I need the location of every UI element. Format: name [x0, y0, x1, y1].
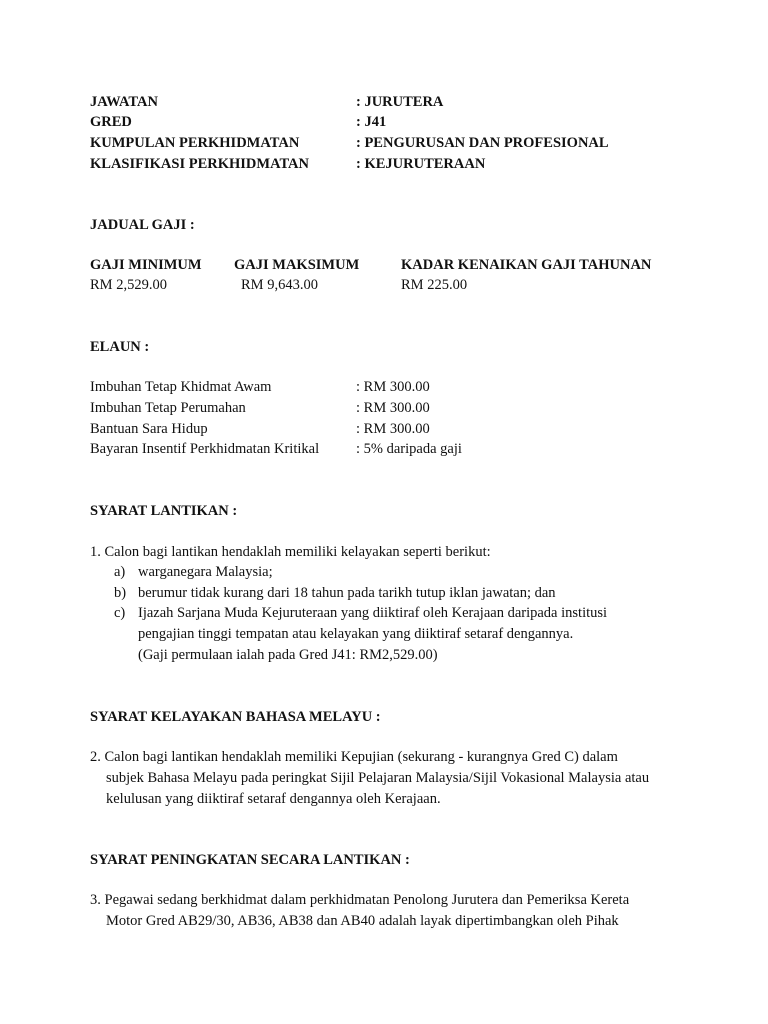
appointment-heading: SYARAT LANTIKAN :	[90, 503, 238, 519]
label-jawatan: JAWATAN	[90, 94, 158, 110]
language-line: 2. Calon bagi lantikan hendaklah memiliki Kepujian (sekurang - kurangnya Gred C) dalam	[90, 749, 618, 765]
list-item-note: (Gaji permulaan ialah pada Gred J41: RM2,529.00)	[138, 647, 438, 663]
list-marker: b)	[114, 585, 127, 601]
allowance-value: : RM 300.00	[356, 400, 430, 416]
appointment-intro: 1. Calon bagi lantikan hendaklah memiliki kelayakan seperti berikut:	[90, 544, 491, 560]
value-gred: : J41	[356, 114, 387, 130]
promotion-heading: SYARAT PENINGKATAN SECARA LANTIKAN :	[90, 852, 410, 868]
list-item-continuation: pengajian tinggi tempatan atau kelayakan yang diiktiraf setaraf dengannya.	[138, 626, 574, 642]
allowance-label: Bantuan Sara Hidup	[90, 421, 208, 437]
value-jawatan: : JURUTERA	[356, 94, 444, 110]
value-klasifikasi: : KEJURUTERAAN	[356, 156, 486, 172]
allowance-label: Imbuhan Tetap Khidmat Awam	[90, 379, 272, 395]
salary-increment-value: RM 225.00	[401, 277, 468, 293]
allowance-label: Bayaran Insentif Perkhidmatan Kritikal	[90, 441, 320, 457]
promotion-line: 3. Pegawai sedang berkhidmat dalam perkhidmatan Penolong Jurutera dan Pemeriksa Kereta	[90, 892, 630, 908]
salary-max-label: GAJI MAKSIMUM	[234, 257, 360, 273]
allowance-heading: ELAUN :	[90, 339, 150, 355]
language-heading: SYARAT KELAYAKAN BAHASA MELAYU :	[90, 709, 381, 725]
allowance-label: Imbuhan Tetap Perumahan	[90, 400, 246, 416]
salary-max-value: RM 9,643.00	[241, 277, 318, 293]
label-kumpulan: KUMPULAN PERKHIDMATAN	[90, 135, 300, 151]
list-marker: c)	[114, 605, 126, 621]
language-line: subjek Bahasa Melayu pada peringkat Sijil Pelajaran Malaysia/Sijil Vokasional Malaysia atau	[106, 770, 650, 786]
allowance-value: : 5% daripada gaji	[356, 441, 462, 457]
value-kumpulan: : PENGURUSAN DAN PROFESIONAL	[356, 135, 609, 151]
salary-heading: JADUAL GAJI :	[90, 217, 195, 233]
promotion-line: Motor Gred AB29/30, AB36, AB38 dan AB40 adalah layak dipertimbangkan oleh Pihak	[106, 913, 619, 929]
salary-increment-label: KADAR KENAIKAN GAJI TAHUNAN	[401, 257, 652, 273]
allowance-value: : RM 300.00	[356, 421, 430, 437]
list-item: Ijazah Sarjana Muda Kejuruteraan yang diiktiraf oleh Kerajaan daripada institusi	[138, 605, 608, 621]
salary-min-label: GAJI MINIMUM	[90, 257, 202, 273]
language-line: kelulusan yang diiktiraf setaraf dengannya oleh Kerajaan.	[106, 791, 441, 807]
list-item: berumur tidak kurang dari 18 tahun pada tarikh tutup iklan jawatan; dan	[138, 585, 556, 601]
salary-min-value: RM 2,529.00	[90, 277, 167, 293]
label-klasifikasi: KLASIFIKASI PERKHIDMATAN	[90, 156, 310, 172]
label-gred: GRED	[90, 114, 132, 130]
list-marker: a)	[114, 564, 126, 580]
list-item: warganegara Malaysia;	[138, 564, 273, 580]
allowance-value: : RM 300.00	[356, 379, 430, 395]
